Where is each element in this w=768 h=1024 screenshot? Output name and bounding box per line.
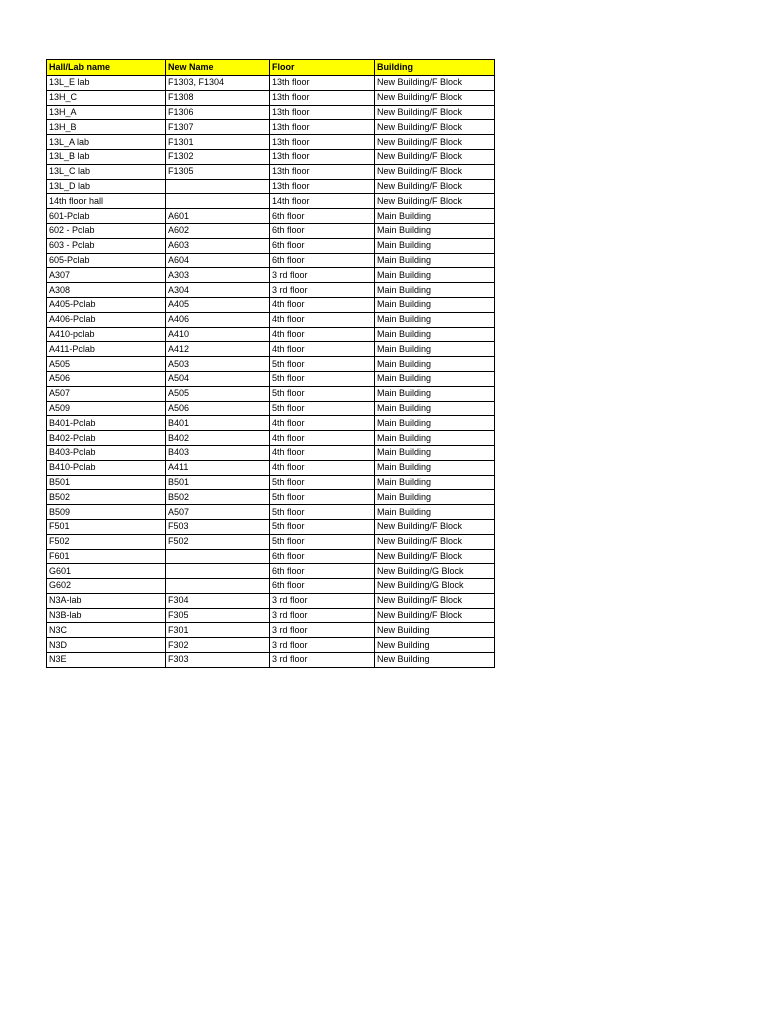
cell-building[interactable]: Main Building (375, 445, 495, 460)
cell-new-name[interactable] (166, 194, 270, 209)
cell-floor[interactable]: 14th floor (270, 194, 375, 209)
cell-building[interactable]: New Building/F Block (375, 593, 495, 608)
cell-new-name[interactable]: A505 (166, 386, 270, 401)
cell-building[interactable]: Main Building (375, 342, 495, 357)
table-row (47, 416, 495, 431)
cell-floor[interactable]: 5th floor (270, 490, 375, 505)
cell-floor[interactable]: 3 rd floor (270, 653, 375, 668)
cell-building[interactable]: Main Building (375, 431, 495, 446)
table-row (47, 120, 495, 135)
cell-floor[interactable]: 13th floor (270, 120, 375, 135)
cell-new-name[interactable]: F303 (166, 653, 270, 668)
cell-floor[interactable]: 13th floor (270, 105, 375, 120)
cell-floor[interactable]: 5th floor (270, 534, 375, 549)
table-row (47, 638, 495, 653)
cell-building[interactable]: Main Building (375, 401, 495, 416)
cell-hall-lab-name[interactable]: B402-Pclab (47, 431, 166, 446)
cell-hall-lab-name[interactable]: B410-Pclab (47, 460, 166, 475)
cell-new-name[interactable]: A304 (166, 283, 270, 298)
table-row (47, 76, 495, 91)
cell-hall-lab-name[interactable]: A411-Pclab (47, 342, 166, 357)
cell-new-name[interactable]: F1301 (166, 135, 270, 150)
cell-new-name[interactable]: F301 (166, 623, 270, 638)
table-row (47, 549, 495, 564)
table-row (47, 371, 495, 386)
table-row (47, 179, 495, 194)
cell-hall-lab-name[interactable]: N3D (47, 638, 166, 653)
cell-hall-lab-name[interactable]: A406-Pclab (47, 312, 166, 327)
cell-building[interactable]: Main Building (375, 223, 495, 238)
cell-floor[interactable]: 6th floor (270, 579, 375, 594)
cell-new-name[interactable]: B502 (166, 490, 270, 505)
cell-building[interactable]: New Building (375, 623, 495, 638)
table-row (47, 194, 495, 209)
cell-new-name[interactable]: A411 (166, 460, 270, 475)
cell-building[interactable]: Main Building (375, 327, 495, 342)
cell-building[interactable]: Main Building (375, 312, 495, 327)
cell-hall-lab-name[interactable]: A505 (47, 357, 166, 372)
hall-lab-table (46, 59, 495, 668)
cell-hall-lab-name[interactable]: A405-Pclab (47, 297, 166, 312)
cell-building[interactable]: Main Building (375, 297, 495, 312)
cell-building[interactable]: New Building/F Block (375, 549, 495, 564)
cell-floor[interactable]: 5th floor (270, 475, 375, 490)
cell-floor[interactable]: 4th floor (270, 431, 375, 446)
cell-hall-lab-name[interactable]: F501 (47, 519, 166, 534)
cell-hall-lab-name[interactable]: 603 - Pclab (47, 238, 166, 253)
cell-floor[interactable]: 4th floor (270, 327, 375, 342)
cell-new-name[interactable]: F502 (166, 534, 270, 549)
table-row (47, 460, 495, 475)
cell-new-name[interactable]: A602 (166, 223, 270, 238)
cell-floor[interactable]: 3 rd floor (270, 623, 375, 638)
cell-new-name[interactable]: F1302 (166, 149, 270, 164)
table-row (47, 653, 495, 668)
cell-hall-lab-name[interactable]: F502 (47, 534, 166, 549)
table-row (47, 283, 495, 298)
cell-hall-lab-name[interactable]: G601 (47, 564, 166, 579)
cell-new-name[interactable]: A503 (166, 357, 270, 372)
cell-building[interactable]: Main Building (375, 505, 495, 520)
cell-hall-lab-name[interactable]: 605-Pclab (47, 253, 166, 268)
cell-floor[interactable]: 5th floor (270, 505, 375, 520)
cell-hall-lab-name[interactable]: 13L_E lab (47, 76, 166, 91)
cell-new-name[interactable]: F1305 (166, 164, 270, 179)
cell-building[interactable]: Main Building (375, 209, 495, 224)
cell-building[interactable]: New Building (375, 638, 495, 653)
cell-new-name[interactable]: F302 (166, 638, 270, 653)
table-row (47, 297, 495, 312)
cell-hall-lab-name[interactable]: 13H_A (47, 105, 166, 120)
table-row (47, 519, 495, 534)
cell-new-name[interactable] (166, 564, 270, 579)
cell-new-name[interactable]: F1303, F1304 (166, 76, 270, 91)
table-row (47, 268, 495, 283)
cell-floor[interactable]: 6th floor (270, 209, 375, 224)
cell-building[interactable]: New Building/F Block (375, 519, 495, 534)
header-floor[interactable]: Floor (270, 60, 375, 76)
cell-building[interactable]: Main Building (375, 490, 495, 505)
cell-new-name[interactable]: A405 (166, 297, 270, 312)
cell-new-name[interactable]: A507 (166, 505, 270, 520)
cell-building[interactable]: Main Building (375, 475, 495, 490)
cell-new-name[interactable]: A603 (166, 238, 270, 253)
cell-hall-lab-name[interactable]: N3B-lab (47, 608, 166, 623)
cell-new-name[interactable]: A604 (166, 253, 270, 268)
cell-building[interactable]: Main Building (375, 253, 495, 268)
cell-floor[interactable]: 4th floor (270, 445, 375, 460)
cell-new-name[interactable]: A406 (166, 312, 270, 327)
table-row (47, 209, 495, 224)
cell-building[interactable]: Main Building (375, 238, 495, 253)
cell-hall-lab-name[interactable]: B401-Pclab (47, 416, 166, 431)
table-row (47, 238, 495, 253)
cell-floor[interactable]: 3 rd floor (270, 283, 375, 298)
cell-new-name[interactable]: A504 (166, 371, 270, 386)
cell-floor[interactable]: 4th floor (270, 297, 375, 312)
cell-new-name[interactable] (166, 579, 270, 594)
table-row (47, 505, 495, 520)
cell-new-name[interactable]: A601 (166, 209, 270, 224)
cell-hall-lab-name[interactable]: B502 (47, 490, 166, 505)
cell-hall-lab-name[interactable]: B509 (47, 505, 166, 520)
cell-floor[interactable]: 13th floor (270, 135, 375, 150)
cell-floor[interactable]: 5th floor (270, 386, 375, 401)
cell-floor[interactable]: 6th floor (270, 238, 375, 253)
table-row (47, 401, 495, 416)
table-row (47, 105, 495, 120)
cell-floor[interactable]: 5th floor (270, 371, 375, 386)
table-row (47, 490, 495, 505)
cell-new-name[interactable]: B403 (166, 445, 270, 460)
cell-new-name[interactable]: F1307 (166, 120, 270, 135)
cell-floor[interactable]: 4th floor (270, 342, 375, 357)
header-row (47, 60, 495, 76)
cell-hall-lab-name[interactable]: 13L_B lab (47, 149, 166, 164)
cell-hall-lab-name[interactable]: N3A-lab (47, 593, 166, 608)
cell-hall-lab-name[interactable]: A509 (47, 401, 166, 416)
cell-hall-lab-name[interactable]: N3C (47, 623, 166, 638)
table-body (47, 76, 495, 668)
cell-floor[interactable]: 6th floor (270, 223, 375, 238)
cell-building[interactable]: Main Building (375, 268, 495, 283)
cell-floor[interactable]: 3 rd floor (270, 608, 375, 623)
cell-floor[interactable]: 5th floor (270, 401, 375, 416)
cell-floor[interactable]: 4th floor (270, 312, 375, 327)
cell-hall-lab-name[interactable]: A308 (47, 283, 166, 298)
cell-new-name[interactable]: A412 (166, 342, 270, 357)
cell-hall-lab-name[interactable]: A507 (47, 386, 166, 401)
cell-hall-lab-name[interactable]: 602 - Pclab (47, 223, 166, 238)
cell-hall-lab-name[interactable]: B501 (47, 475, 166, 490)
cell-building[interactable]: New Building (375, 653, 495, 668)
cell-hall-lab-name[interactable]: 13H_B (47, 120, 166, 135)
table-row (47, 342, 495, 357)
cell-new-name[interactable]: A506 (166, 401, 270, 416)
cell-floor[interactable]: 6th floor (270, 549, 375, 564)
cell-new-name[interactable]: A410 (166, 327, 270, 342)
table-row (47, 135, 495, 150)
table-row (47, 445, 495, 460)
cell-building[interactable]: New Building/G Block (375, 564, 495, 579)
cell-building[interactable]: New Building/F Block (375, 534, 495, 549)
cell-new-name[interactable]: F1308 (166, 90, 270, 105)
header-building[interactable]: Building (375, 60, 495, 76)
cell-hall-lab-name[interactable]: N3E (47, 653, 166, 668)
table-row (47, 327, 495, 342)
cell-building[interactable]: New Building/F Block (375, 135, 495, 150)
table-row (47, 164, 495, 179)
table-row (47, 223, 495, 238)
cell-new-name[interactable] (166, 549, 270, 564)
cell-building[interactable]: Main Building (375, 460, 495, 475)
table-row (47, 253, 495, 268)
cell-hall-lab-name[interactable]: A307 (47, 268, 166, 283)
table-row (47, 357, 495, 372)
cell-hall-lab-name[interactable]: A506 (47, 371, 166, 386)
cell-building[interactable]: Main Building (375, 416, 495, 431)
table-row (47, 534, 495, 549)
cell-building[interactable]: New Building/F Block (375, 164, 495, 179)
cell-floor[interactable]: 6th floor (270, 253, 375, 268)
cell-new-name[interactable]: B401 (166, 416, 270, 431)
cell-building[interactable]: New Building/F Block (375, 179, 495, 194)
header-new-name[interactable]: New Name (166, 60, 270, 76)
cell-floor[interactable]: 13th floor (270, 164, 375, 179)
cell-building[interactable]: Main Building (375, 371, 495, 386)
table-row (47, 593, 495, 608)
cell-hall-lab-name[interactable]: 14th floor hall (47, 194, 166, 209)
cell-new-name[interactable]: F305 (166, 608, 270, 623)
cell-building[interactable]: New Building/F Block (375, 76, 495, 91)
cell-floor[interactable]: 13th floor (270, 149, 375, 164)
cell-hall-lab-name[interactable]: G602 (47, 579, 166, 594)
cell-new-name[interactable]: B501 (166, 475, 270, 490)
table-row (47, 312, 495, 327)
table-row (47, 579, 495, 594)
cell-floor[interactable]: 3 rd floor (270, 593, 375, 608)
cell-hall-lab-name[interactable]: F601 (47, 549, 166, 564)
cell-building[interactable]: New Building/F Block (375, 194, 495, 209)
header-hall-lab-name[interactable]: Hall/Lab name (47, 60, 166, 76)
cell-new-name[interactable] (166, 179, 270, 194)
cell-new-name[interactable]: F304 (166, 593, 270, 608)
cell-building[interactable]: New Building/F Block (375, 90, 495, 105)
table-row (47, 431, 495, 446)
cell-floor[interactable]: 4th floor (270, 460, 375, 475)
cell-new-name[interactable]: A303 (166, 268, 270, 283)
cell-floor[interactable]: 13th floor (270, 179, 375, 194)
cell-building[interactable]: New Building/F Block (375, 608, 495, 623)
cell-hall-lab-name[interactable]: A410-pclab (47, 327, 166, 342)
cell-floor[interactable]: 4th floor (270, 416, 375, 431)
cell-floor[interactable]: 13th floor (270, 90, 375, 105)
table-row (47, 149, 495, 164)
cell-new-name[interactable]: F1306 (166, 105, 270, 120)
cell-hall-lab-name[interactable]: 601-Pclab (47, 209, 166, 224)
table-row (47, 90, 495, 105)
cell-hall-lab-name[interactable]: 13L_D lab (47, 179, 166, 194)
cell-building[interactable]: Main Building (375, 283, 495, 298)
table-row (47, 608, 495, 623)
cell-hall-lab-name[interactable]: 13L_C lab (47, 164, 166, 179)
cell-floor[interactable]: 6th floor (270, 564, 375, 579)
cell-building[interactable]: Main Building (375, 357, 495, 372)
table-row (47, 475, 495, 490)
cell-floor[interactable]: 3 rd floor (270, 638, 375, 653)
table-row (47, 564, 495, 579)
cell-hall-lab-name[interactable]: B403-Pclab (47, 445, 166, 460)
table-row (47, 623, 495, 638)
cell-building[interactable]: New Building/F Block (375, 105, 495, 120)
cell-floor[interactable]: 5th floor (270, 519, 375, 534)
cell-floor[interactable]: 5th floor (270, 357, 375, 372)
cell-floor[interactable]: 13th floor (270, 76, 375, 91)
cell-building[interactable]: New Building/F Block (375, 149, 495, 164)
cell-building[interactable]: New Building/G Block (375, 579, 495, 594)
cell-new-name[interactable]: B402 (166, 431, 270, 446)
cell-new-name[interactable]: F503 (166, 519, 270, 534)
cell-building[interactable]: New Building/F Block (375, 120, 495, 135)
cell-hall-lab-name[interactable]: 13H_C (47, 90, 166, 105)
cell-floor[interactable]: 3 rd floor (270, 268, 375, 283)
table-row (47, 386, 495, 401)
cell-hall-lab-name[interactable]: 13L_A lab (47, 135, 166, 150)
cell-building[interactable]: Main Building (375, 386, 495, 401)
